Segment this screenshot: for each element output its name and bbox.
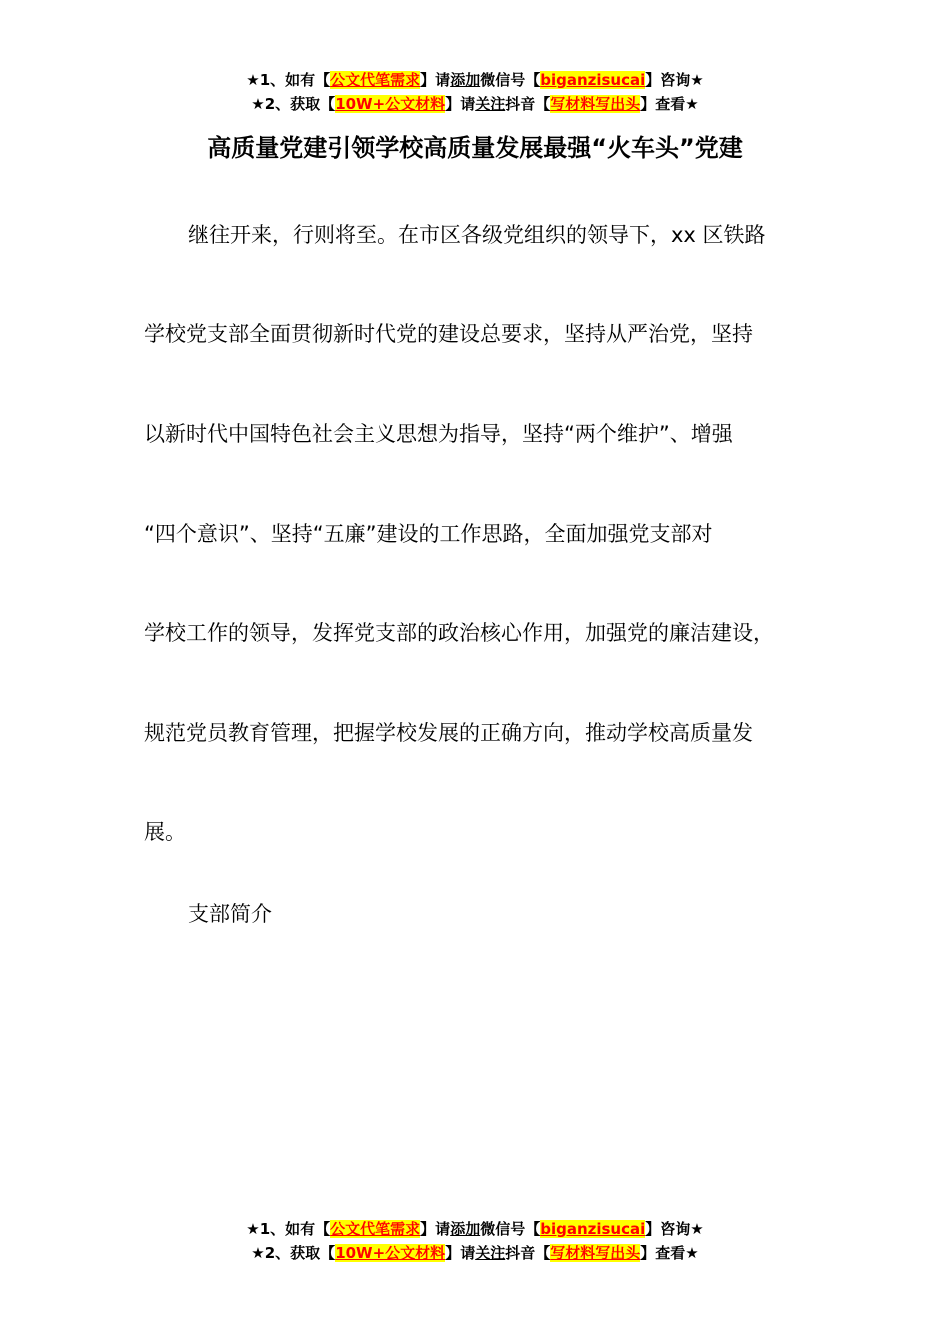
section-heading: 支部简介 (188, 902, 272, 926)
banner-text: ★2、获取【 (251, 95, 336, 113)
banner-underlined-text: 关注 (475, 1244, 506, 1262)
body-line: 规范党员教育管理，把握学校发展的正确方向，推动学校高质量发 (144, 721, 753, 745)
header-banner (0, 68, 950, 116)
body-line: 学校工作的领导，发挥党支部的政治核心作用，加强党的廉洁建设， (144, 621, 774, 645)
banner-text: 】咨询★ (645, 1220, 704, 1238)
banner-text: 抖音【 (505, 95, 551, 113)
footer-banner (0, 1217, 950, 1265)
banner-line-1 (0, 68, 950, 92)
banner-underlined-text: 添加 (450, 1220, 481, 1238)
banner-text: 】请 (420, 71, 451, 89)
banner-text: 】请 (445, 1244, 476, 1262)
banner-text: ★1、如有【 (246, 71, 331, 89)
banner-text: 微信号【 (480, 71, 541, 89)
banner-highlight-douyin-id: 写材料写出头 (550, 95, 641, 113)
body-line: 以新时代中国特色社会主义思想为指导，坚持“两个维护”、增强 (144, 422, 733, 446)
banner-highlight: 公文代笔需求 (330, 1220, 421, 1238)
banner-highlight: 10W+公文材料 (335, 1244, 446, 1262)
banner-text: 】查看★ (640, 95, 699, 113)
banner-text: 】请 (420, 1220, 451, 1238)
body-line: 展。 (144, 820, 186, 844)
banner-underlined-text: 关注 (475, 95, 506, 113)
banner-text: 】咨询★ (645, 71, 704, 89)
banner-underlined-text: 添加 (450, 71, 481, 89)
banner-highlight-wechat-id: biganzisucai (540, 71, 646, 89)
banner-text: ★2、获取【 (251, 1244, 336, 1262)
banner-text: 微信号【 (480, 1220, 541, 1238)
body-line: “四个意识”、坚持“五廉”建设的工作思路，全面加强党支部对 (144, 522, 713, 546)
banner-text: 抖音【 (505, 1244, 551, 1262)
body-line: 学校党支部全面贯彻新时代党的建设总要求，坚持从严治党，坚持 (144, 322, 753, 346)
banner-highlight: 10W+公文材料 (335, 95, 446, 113)
banner-highlight: 公文代笔需求 (330, 71, 421, 89)
banner-text: ★1、如有【 (246, 1220, 331, 1238)
banner-highlight-wechat-id: biganzisucai (540, 1220, 646, 1238)
banner-text: 】请 (445, 95, 476, 113)
banner-line-2 (0, 92, 950, 116)
banner-line-1 (0, 1217, 950, 1241)
banner-text: 】查看★ (640, 1244, 699, 1262)
banner-highlight-douyin-id: 写材料写出头 (550, 1244, 641, 1262)
banner-line-2 (0, 1241, 950, 1265)
document-title: 高质量党建引领学校高质量发展最强“火车头”党建 (207, 134, 743, 162)
body-line: 继往开来，行则将至。在市区各级党组织的领导下，xx 区铁路 (188, 223, 766, 247)
